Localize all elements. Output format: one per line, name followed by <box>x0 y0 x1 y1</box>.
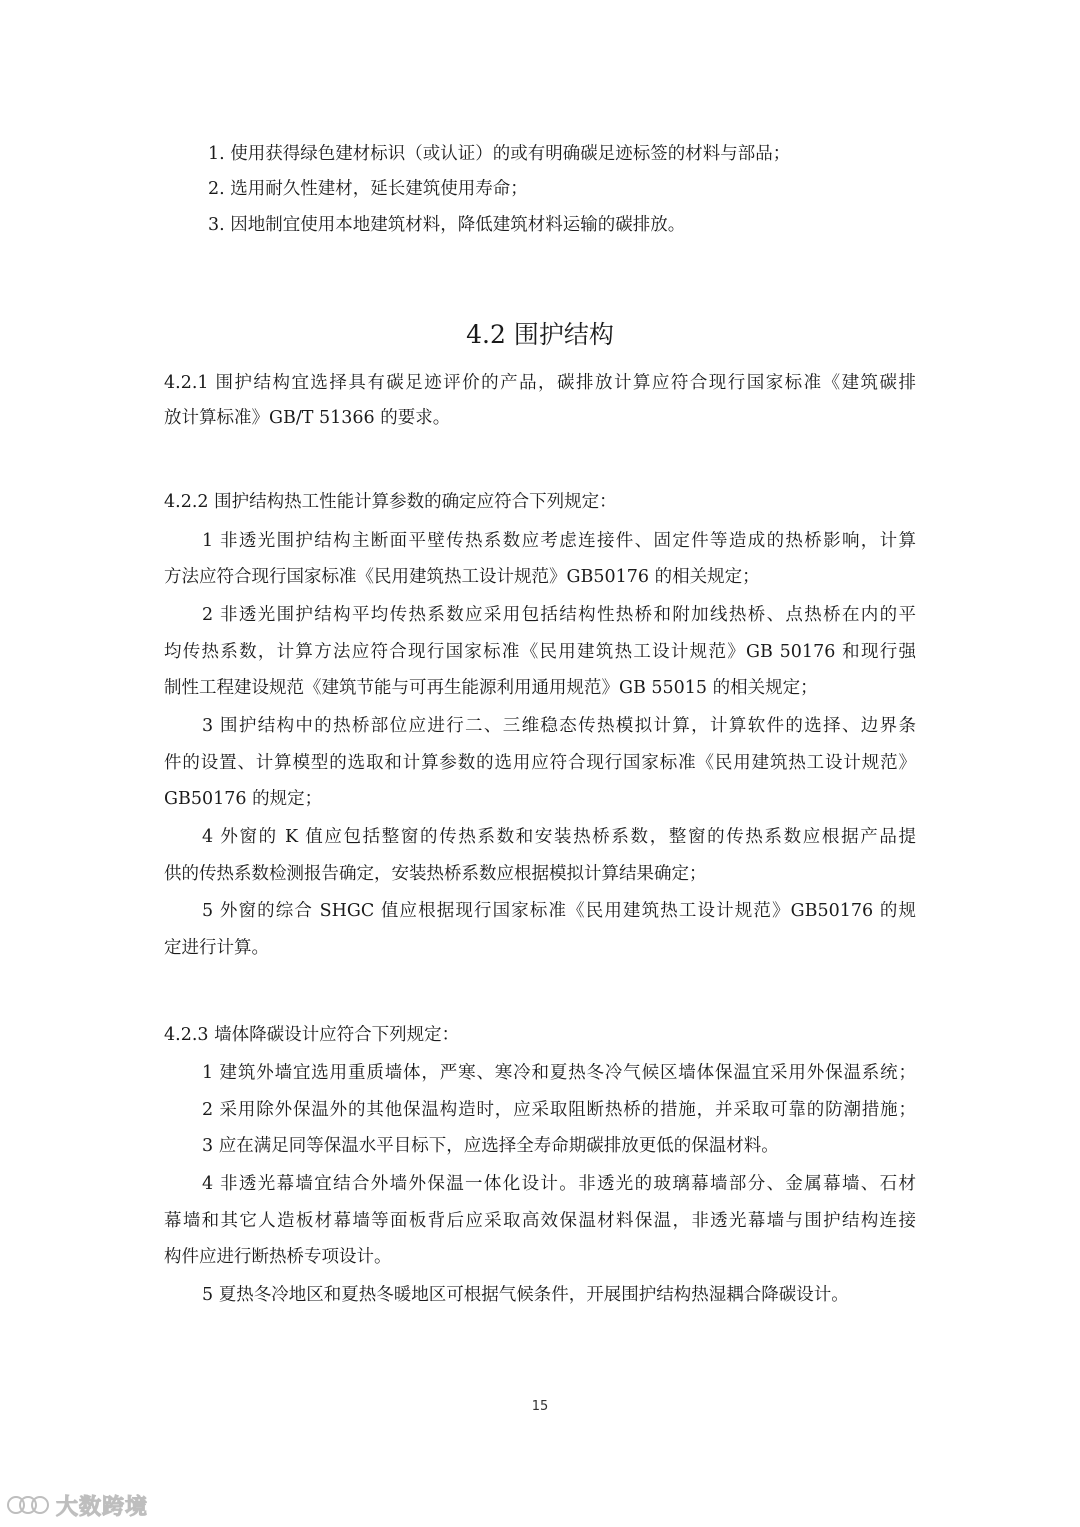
clause-4-2-3-item-3: 3 应在满足同等保温水平目标下，应选择全寿命期碳排放更低的保温材料。 <box>202 1136 779 1156</box>
page-number: 15 <box>531 1399 549 1414</box>
clause-4-2-2-item-5-line-1: 5 外窗的综合 SHGC 值应根据现行国家标准《民用建筑热工设计规范》GB50176 的规 <box>202 901 916 921</box>
brand-logo-icon <box>6 1492 50 1518</box>
intro-list-item-1: 1. 使用获得绿色建材标识（或认证）的或有明确碳足迹标签的材料与部品； <box>208 144 791 164</box>
clause-4-2-2-title: 4.2.2 围护结构热工性能计算参数的确定应符合下列规定： <box>164 492 617 512</box>
clause-4-2-3-item-5: 5 夏热冬冷地区和夏热冬暖地区可根据气候条件，开展围护结构热湿耦合降碳设计。 <box>202 1285 849 1305</box>
watermark <box>6 1490 148 1520</box>
clause-4-2-2-item-1-line-1: 1 非透光围护结构主断面平壁传热系数应考虑连接件、固定件等造成的热桥影响，计算 <box>202 531 916 551</box>
section-heading: 4.2 围护结构 <box>466 320 614 349</box>
clause-4-2-2-item-2-line-1: 2 非透光围护结构平均传热系数应采用包括结构性热桥和附加线热桥、点热桥在内的平 <box>202 605 916 625</box>
clause-4-2-2-item-2-line-3: 制性工程建设规范《建筑节能与可再生能源利用通用规范》GB 55015 的相关规定； <box>164 678 818 698</box>
clause-4-2-3-item-2: 2 采用除外保温外的其他保温构造时，应采取阻断热桥的措施，并采取可靠的防潮措施； <box>202 1100 916 1120</box>
intro-list-item-2: 2. 选用耐久性建材，延长建筑使用寿命； <box>208 179 528 199</box>
clause-4-2-2-item-1-line-2: 方法应符合现行国家标准《民用建筑热工设计规范》GB50176 的相关规定； <box>164 567 760 587</box>
clause-4-2-2-item-5-line-2: 定进行计算。 <box>164 938 269 958</box>
clause-4-2-2-item-4-line-2: 供的传热系数检测报告确定，安装热桥系数应根据模拟计算结果确定； <box>164 864 707 884</box>
clause-4-2-3-item-1: 1 建筑外墙宜选用重质墙体，严寒、寒冷和夏热冬冷气候区墙体保温宜采用外保温系统； <box>202 1063 916 1083</box>
clause-4-2-2-item-3-line-3: GB50176 的规定； <box>164 789 323 809</box>
clause-4-2-3-item-4-line-1: 4 非透光幕墙宜结合外墙外保温一体化设计。非透光的玻璃幕墙部分、金属幕墙、石材 <box>202 1174 916 1194</box>
intro-list-item-3: 3. 因地制宜使用本地建筑材料，降低建筑材料运输的碳排放。 <box>208 215 686 235</box>
watermark-text: 大数跨境 <box>56 1494 149 1520</box>
clause-4-2-1-line-2: 放计算标准》GB/T 51366 的要求。 <box>164 408 451 428</box>
clause-4-2-2-item-2-line-2: 均传热系数，计算方法应符合现行国家标准《民用建筑热工设计规范》GB 50176 和现行强 <box>164 642 916 662</box>
clause-4-2-3-title: 4.2.3 墙体降碳设计应符合下列规定： <box>164 1025 460 1045</box>
clause-4-2-2-item-3-line-2: 件的设置、计算模型的选取和计算参数的选用应符合现行国家标准《民用建筑热工设计规范》 <box>164 753 916 773</box>
clause-4-2-1-line-1: 4.2.1 围护结构宜选择具有碳足迹评价的产品，碳排放计算应符合现行国家标准《建筑碳排 <box>164 373 916 393</box>
clause-4-2-3-item-4-line-3: 构件应进行断热桥专项设计。 <box>164 1247 392 1267</box>
clause-4-2-2-item-3-line-1: 3 围护结构中的热桥部位应进行二、三维稳态传热模拟计算，计算软件的选择、边界条 <box>202 716 916 736</box>
clause-4-2-2-item-4-line-1: 4 外窗的 K 值应包括整窗的传热系数和安装热桥系数，整窗的传热系数应根据产品提 <box>202 827 916 847</box>
clause-4-2-3-item-4-line-2: 幕墙和其它人造板材幕墙等面板背后应采取高效保温材料保温，非透光幕墙与围护结构连接 <box>164 1211 916 1231</box>
